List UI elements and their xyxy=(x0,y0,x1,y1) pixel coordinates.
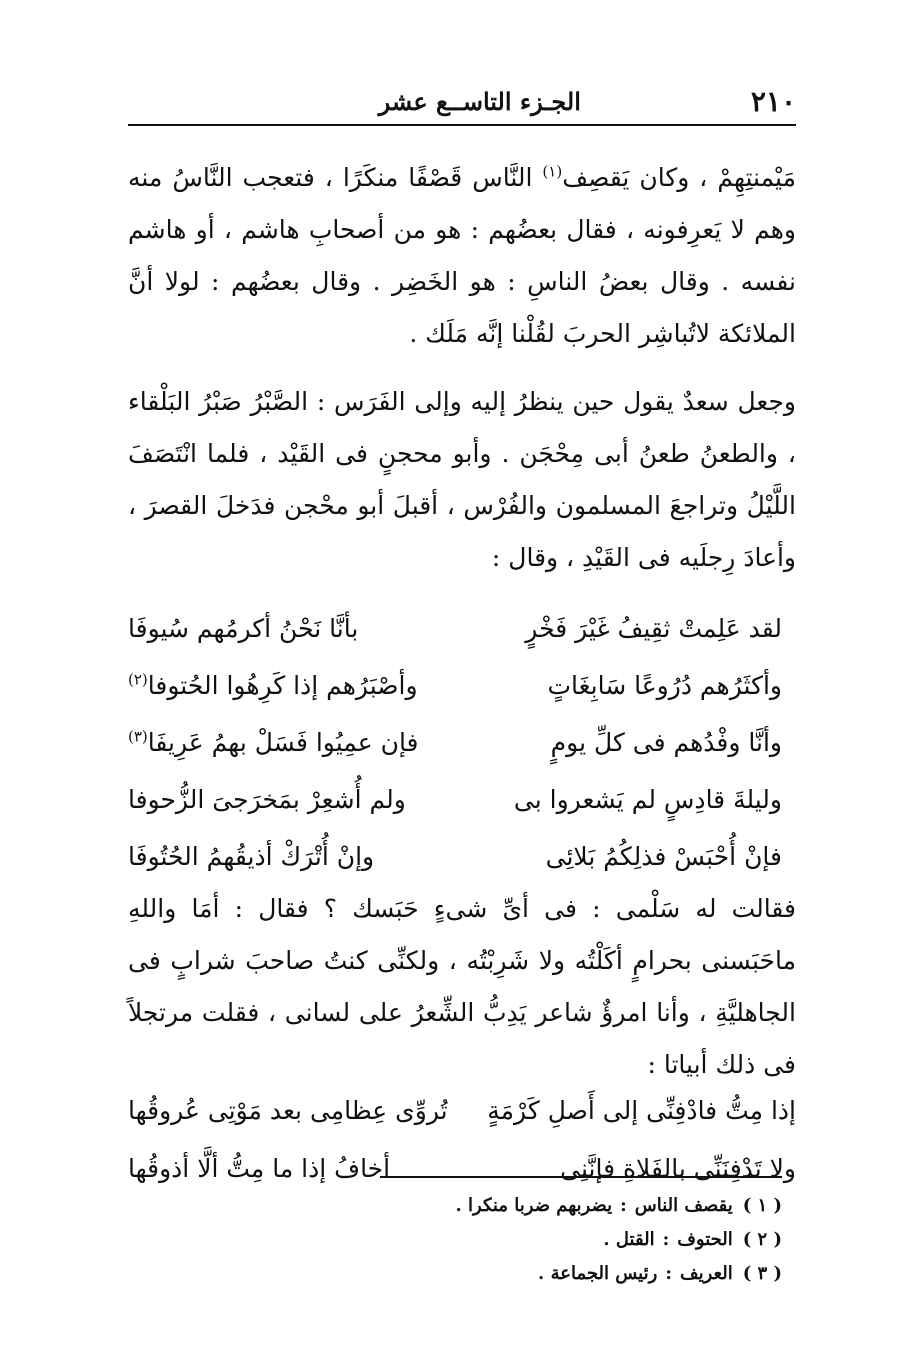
verse-line xyxy=(128,657,796,714)
second-hemistich: وأصْبَرُهم إذا كَرِهُوا الحُتوفا$^{(٢)}$ xyxy=(128,670,418,700)
first-hemistich: ولا تَدْفِنَنِّى بالفَلاةِ فإنَّنِى xyxy=(560,1154,796,1183)
footnote-term: يقصف الناس xyxy=(634,1195,733,1216)
footnote-divider xyxy=(380,1176,782,1178)
poem-1 xyxy=(128,600,796,885)
footnote-ref[interactable]: (٣) xyxy=(128,727,148,746)
second-hemistich: وإنْ أُتْرَكْ أذيقُهمُ الحُتُوفَا xyxy=(128,842,375,871)
footnote-term: الحتوف xyxy=(677,1229,733,1250)
footnote-number: ( ٢ ) xyxy=(742,1229,782,1250)
second-hemistich: ولم أُشعِرْ بمَخرَجىَ الزُّحوفا xyxy=(128,785,406,814)
footnote-number: ( ١ ) xyxy=(742,1195,782,1216)
paragraph-3 xyxy=(128,883,796,1091)
paragraph-2 xyxy=(128,376,796,584)
footnote-gloss: يضربهم ضربا منكرا . xyxy=(455,1195,613,1216)
verse-line xyxy=(128,771,796,828)
footnotes xyxy=(282,1189,782,1291)
first-hemistich: وليلةَ قادِسٍ لم يَشعروا بى xyxy=(513,785,782,814)
first-hemistich: فإنْ أُحْبَسْ فذلِكُمُ بَلائِى xyxy=(545,842,782,871)
page-number: ٢١٠ xyxy=(750,84,796,118)
verse-line xyxy=(128,828,796,885)
running-title: الجـزء التاســع عشر xyxy=(378,86,581,116)
footnote-number: ( ٣ ) xyxy=(742,1263,782,1284)
first-hemistich: وأكثَرُهم دُرُوعًا سَابِغَاتٍ xyxy=(547,671,782,700)
second-hemistich: بأنَّا نَحْنُ أكرمُهم سُيوفَا xyxy=(128,614,359,643)
paragraph-text: مَيْمنتِهِمْ ، وكان يَقصِف xyxy=(562,163,796,192)
verse-line xyxy=(128,1082,796,1140)
paragraph-text: وجعل سعدٌ يقول حين ينظرُ إليه وإلى الفَرَس : الصَّبْرُ صَبْرُ البَلْقاء ، والطعنُ طعنُ أبى مِحْجَن . وأبو محجنٍ فى القَيْد ، فلما انْتَصَفَ اللَّيْلُ وتراجعَ المسلمون والفُرْس ، أقبلَ أبو محْجن فدَخلَ القصرَ ، وأعادَ رِجلَيه فى القَيْدِ ، وقال : xyxy=(128,387,796,572)
footnote-ref[interactable]: (٢) xyxy=(128,670,148,689)
second-hemistich: أخافُ إذا ما مِتُّ ألَّا أذوقُها xyxy=(128,1154,391,1183)
paragraph-text: فقالت له سَلْمى : فى أىِّ شىءٍ حَبَسك ؟ فقال : أمَا واللهِ ماحَبَسنى بحرامٍ أكَلْتُه ولا شَرِبْتُه ، ولكنِّى كنتُ صاحبَ شرابٍ فى الجاهليَّةِ ، وأنا امرؤٌ شاعر يَدِبُّ الشِّعرُ على لسانى ، فقلت مرتجلاً فى ذلك أبياتا : xyxy=(128,894,796,1079)
paragraph-1 xyxy=(128,152,796,360)
verse-line xyxy=(128,714,796,771)
footnote: ( ٣ )العريف:رئيس الجماعة . xyxy=(282,1257,782,1291)
footnote-ref[interactable]: (١) xyxy=(542,162,563,181)
first-hemistich: لقد عَلِمتْ ثقِيفُ غَيْرَ فَخْرٍ xyxy=(525,614,782,643)
paragraph-text: النَّاس قَصْفًا منكَرًا ، فتعجب النَّاسُ منه وهم لا يَعرِفونه ، فقال بعضُهم : هو من أصحابِ هاشم ، أو هاشم نفسه . وقال بعضُ الناسِ : هو الخَضِر . وقال بعضُهم : لولا أنَّ الملائكة لاتُباشِر الحربَ لقُلْنا إنَّه مَلَك . xyxy=(128,163,796,348)
footnote-term: العريف xyxy=(679,1263,733,1284)
footnote: ( ٢ )الحتوف:القتل . xyxy=(282,1223,782,1257)
footnote-gloss: رئيس الجماعة . xyxy=(538,1263,658,1284)
first-hemistich: إذا مِتُّ فادْفِنِّى إلى أَصلِ كَرْمَةٍ xyxy=(487,1096,796,1125)
footnote-gloss: القتل . xyxy=(603,1229,655,1250)
page-header xyxy=(128,78,796,126)
verse-line xyxy=(128,600,796,657)
second-hemistich: فإن عمِيُوا فَسَلْ بهمُ عَرِيفَا$^{(٣)}$ xyxy=(128,727,419,757)
poem-2 xyxy=(128,1082,796,1198)
first-hemistich: وأنَّا وفْدُهم فى كلِّ يومٍ xyxy=(550,728,782,757)
second-hemistich: تُروِّى عِظامِى بعد مَوْتِى عُروقُها xyxy=(128,1096,448,1125)
footnote: ( ١ )يقصف الناس:يضربهم ضربا منكرا . xyxy=(282,1189,782,1223)
